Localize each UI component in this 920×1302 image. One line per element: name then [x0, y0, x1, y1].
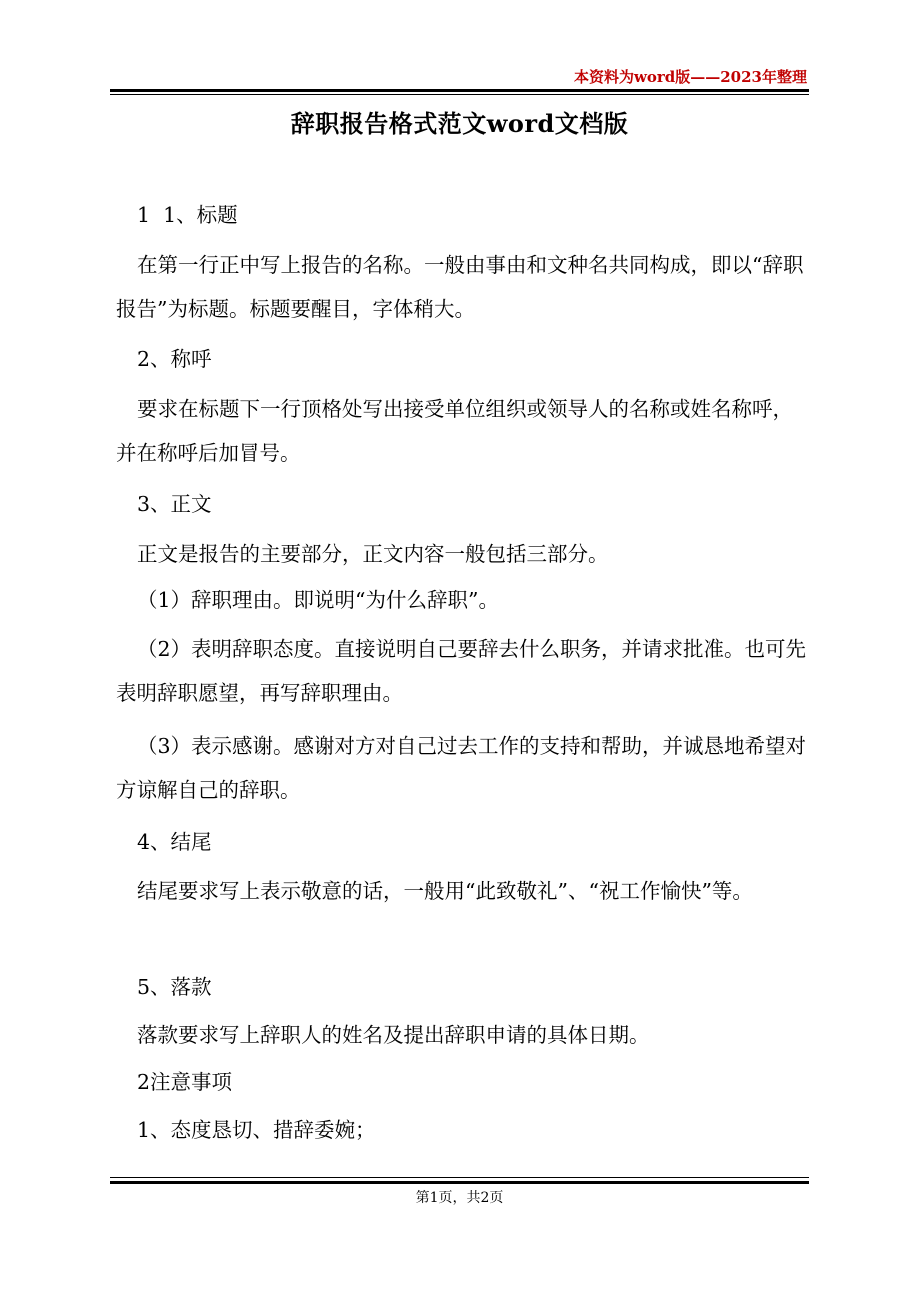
paragraph-title-desc: 在第一行正中写上报告的名称。一般由事由和文种名共同构成，即以“辞职报告”为标题。标题要醒目，字体稍大。 — [116, 253, 804, 321]
section-heading-signature: 5、落款 — [137, 975, 212, 999]
section-heading-closing: 4、结尾 — [137, 830, 212, 854]
paragraph-body-desc: 正文是报告的主要部分，正文内容一般包括三部分。 — [137, 542, 609, 566]
paragraph-notes-item-1: 1、态度恳切、措辞委婉； — [137, 1118, 376, 1142]
footer-rule-thick — [110, 1181, 809, 1184]
paragraph-signature-desc: 落款要求写上辞职人的姓名及提出辞职申请的具体日期。 — [137, 1023, 650, 1047]
header-rule-thick — [110, 89, 809, 92]
section-heading-body: 3、正文 — [137, 492, 212, 516]
paragraph-body-item-3: （3）表示感谢。感谢对方对自己过去工作的支持和帮助，并诚恳地希望对方谅解自己的辞职。 — [116, 734, 807, 802]
footer-rule-thin — [110, 1177, 809, 1178]
paragraph-salutation-desc: 要求在标题下一行顶格处写出接受单位组织或领导人的名称或姓名称呼，并在称呼后加冒号。 — [116, 397, 793, 465]
paragraph-closing-desc: 结尾要求写上表示敬意的话，一般用“此致敬礼”、“祝工作愉快”等。 — [137, 879, 753, 903]
paragraph-body-item-1: （1）辞职理由。即说明“为什么辞职”。 — [137, 588, 500, 612]
section-heading-notes: 2注意事项 — [137, 1070, 233, 1094]
page-number: 第1页，共2页 — [415, 1190, 504, 1206]
paragraph-body-item-2: （2）表明辞职态度。直接说明自己要辞去什么职务，并请求批准。也可先表明辞职愿望，再写辞职理由。 — [116, 637, 807, 705]
header-note: 本资料为word版——2023年整理 — [573, 68, 807, 86]
section-heading-salutation: 2、称呼 — [137, 347, 212, 371]
document-title: 辞职报告格式范文word文档版 — [290, 109, 629, 138]
header-rule-thin — [110, 94, 809, 95]
section-heading-title: 1 1、标题 — [137, 203, 238, 227]
